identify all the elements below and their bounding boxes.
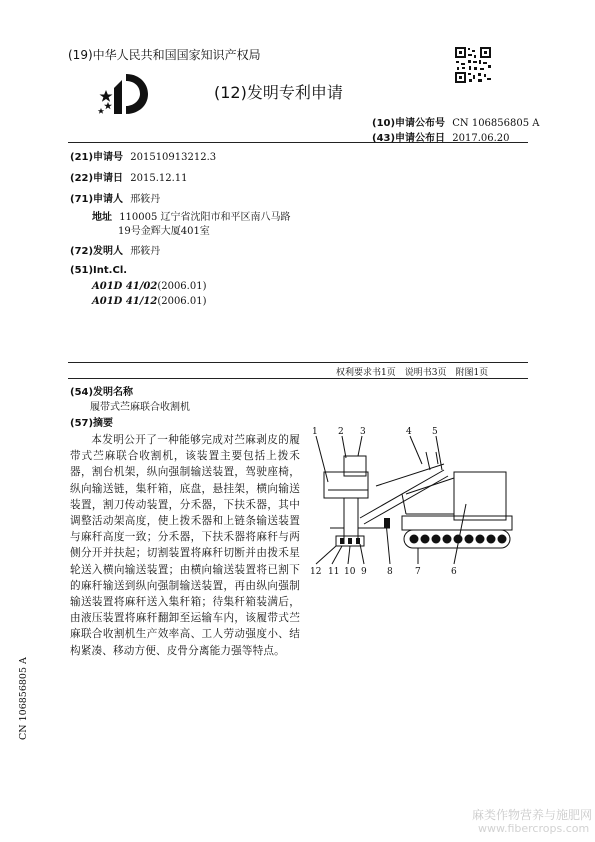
- qr-code-icon: [454, 46, 492, 84]
- biblio-rule-bottom: [68, 378, 528, 379]
- pub-date-value: 2017.06.20: [452, 133, 510, 144]
- harvester-figure: [306, 424, 528, 584]
- pub-number-value: CN 106856805 A: [452, 118, 540, 129]
- pub-number-row: [372, 114, 540, 129]
- figure-label: 1: [312, 427, 318, 437]
- figure-label: 6: [451, 567, 457, 577]
- figure-label: 10: [344, 567, 356, 577]
- figure-label: 7: [415, 567, 421, 577]
- applicant-value: 邢筱丹: [130, 194, 161, 205]
- cnipa-logo-icon: [96, 68, 156, 118]
- address-line-2: 19号金辉大厦401室: [118, 226, 210, 237]
- watermark-title: 麻类作物营养与施肥网: [472, 808, 593, 822]
- ipc-row-1: [92, 281, 206, 292]
- pub-number-label: (10)申请公布号: [372, 118, 446, 129]
- invention-title: 履带式苎麻联合收割机: [90, 402, 190, 413]
- ipc-code-2: A01D 41/12: [92, 296, 158, 307]
- address-row: [92, 208, 291, 223]
- inventor-value: 邢筱丹: [130, 246, 161, 257]
- application-number-label: (21)申请号: [70, 152, 124, 163]
- ipc-version-1: (2006.01): [157, 281, 207, 292]
- office-name: (19)中华人民共和国国家知识产权局: [68, 48, 261, 62]
- inventor-row: [70, 242, 160, 257]
- figure-label: 4: [406, 427, 412, 437]
- figure-label: 3: [360, 427, 366, 437]
- abstract-label: (57)摘要: [70, 418, 114, 429]
- application-date-row: [70, 169, 188, 184]
- applicant-label: (71)申请人: [70, 194, 124, 205]
- ipc-code-1: A01D 41/02: [92, 281, 158, 292]
- watermark-url: www.fibercrops.com: [478, 822, 590, 835]
- side-pub-number: CN 106856805 A: [18, 657, 29, 740]
- figure-label: 9: [361, 567, 367, 577]
- invention-title-label: (54)发明名称: [70, 387, 134, 398]
- biblio-rule-top: [68, 362, 528, 363]
- application-date-value: 2015.12.11: [130, 173, 188, 184]
- address-label: 地址: [92, 212, 112, 223]
- abstract-text: 本发明公开了一种能够完成对苎麻剥皮的履带式苎麻联合收割机，该装置主要包括上拨禾器，割台机架，纵向强制输送装置，驾驶座椅，纵向输送链，集秆箱，底盘，悬挂架，横向输送装置，割刀传动装置，分禾器，下扶禾器，其中调整活动架高度，使上拨禾器和上链条输送装置与麻秆高度一致；分禾器，下扶禾器将麻秆与两侧分开并扶起；切割装置将麻秆切断并由拨禾星轮送入横向输送装置；由横向输送装置将已割下的麻秆输送到纵向强制输送装置，再由纵向强制输送装置将麻秆送入集秆箱；待集秆箱装满后，由液压装置将麻秆翻卸至运输车内，该履带式苎麻联合收割机生产效率高、工人劳动强度小、结构紧凑、移动方便、皮骨分离能力强等特点。: [70, 434, 300, 657]
- header-rule: [68, 142, 528, 143]
- figure-label: 5: [432, 427, 438, 437]
- ipc-version-2: (2006.01): [157, 296, 207, 307]
- pub-date-label: (43)申请公布日: [372, 133, 446, 144]
- inventor-label: (72)发明人: [70, 246, 124, 257]
- application-number-row: [70, 148, 216, 163]
- figure-label: 12: [310, 567, 322, 577]
- figure-label: 11: [328, 567, 340, 577]
- document-type: (12)发明专利申请: [214, 83, 343, 102]
- application-number-value: 201510913212.3: [130, 152, 217, 163]
- figure-label: 8: [387, 567, 393, 577]
- applicant-row: [70, 190, 160, 205]
- int-cl-label: (51)Int.Cl.: [70, 265, 128, 276]
- application-date-label: (22)申请日: [70, 173, 124, 184]
- figure-label: 2: [338, 427, 344, 437]
- page-count-line: 权利要求书1页 说明书3页 附图1页: [336, 368, 489, 378]
- ipc-row-2: [92, 296, 206, 307]
- address-line-1: 110005 辽宁省沈阳市和平区南八马路: [119, 212, 291, 223]
